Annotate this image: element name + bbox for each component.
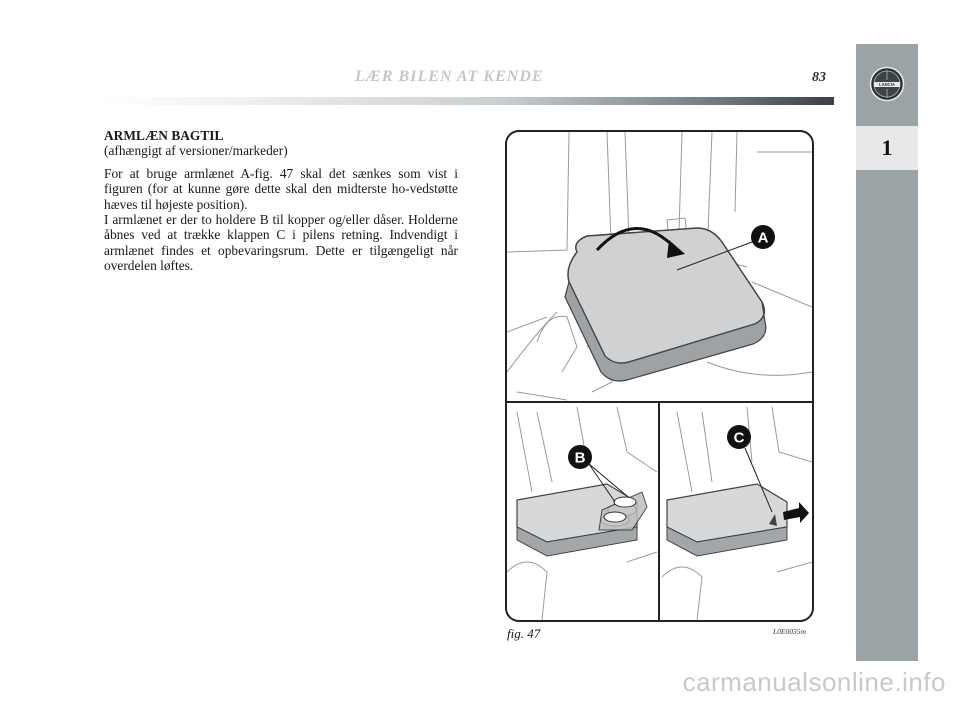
body-paragraph-2: I armlænet er der to holdere B til kopper og/eller dåser. Holderne åbnes ved at trække klappen C i pilens retning. Indvendigt i armlænet findes et opbevaringsrum. Dette er tilgængeligt når overdelen løftes. (104, 212, 458, 274)
label-a: A (757, 229, 769, 247)
chapter-tab[interactable] (856, 126, 918, 170)
chapter-number: 1 (881, 135, 893, 160)
body-text-column (104, 128, 458, 274)
watermark-text[interactable]: carmanualsonline.info (682, 667, 946, 697)
body-paragraph-1: For at bruge armlænet A-fig. 47 skal det sænkes som vist i figuren (for at kunne gøre dette skal den midterste ho-vedstøtte hæves til højeste position). (104, 165, 458, 212)
header-rule (96, 97, 834, 105)
figure-47-frame (505, 130, 814, 622)
section-subheading: (afhængigt af versioner/markeder) (104, 143, 288, 159)
label-c: C (733, 429, 745, 447)
page-number: 83 (812, 70, 826, 85)
label-b: B (574, 449, 586, 467)
lancia-logo-icon (869, 66, 905, 102)
logo-text: LANCIA (879, 82, 895, 88)
armrest-illustration (507, 132, 812, 620)
section-heading: ARMLÆN BAGTIL (104, 128, 224, 143)
running-header-title: LÆR BILEN AT KENDE (355, 68, 544, 85)
figure-code: L0E0035m (773, 627, 806, 636)
figure-caption: fig. 47 (507, 626, 541, 641)
